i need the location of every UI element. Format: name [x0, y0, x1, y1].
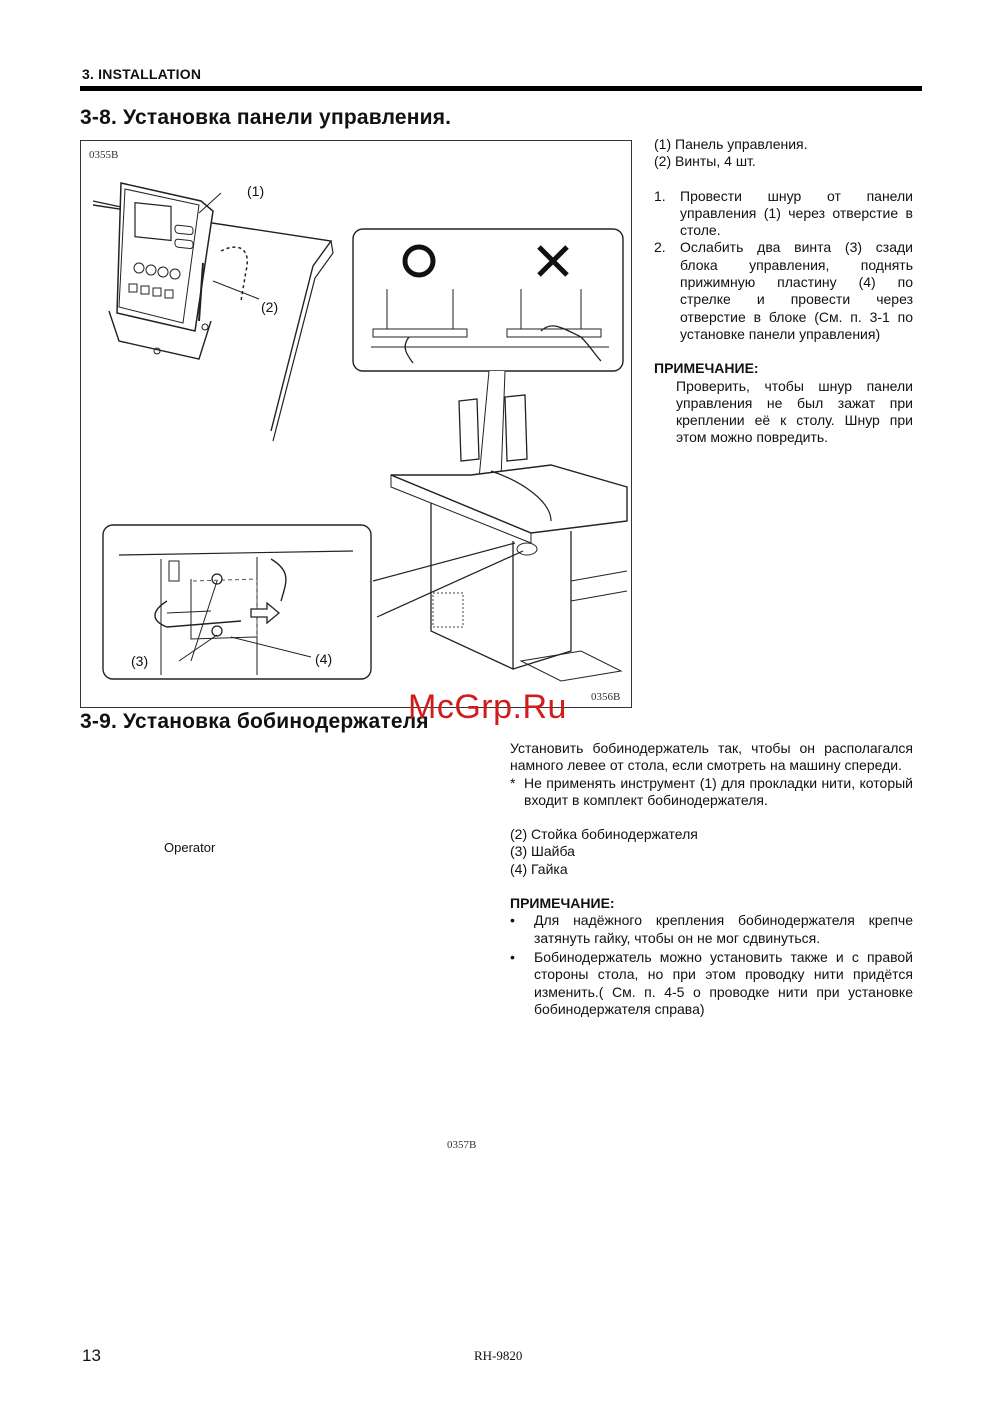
- section2-part-4: (4) Гайка: [510, 860, 568, 877]
- section-title-3-8: 3-8. Установка панели управления.: [80, 106, 452, 129]
- part-1: (1) Панель управления.: [654, 136, 808, 152]
- page-number: 13: [82, 1346, 101, 1365]
- section-header: 3. INSTALLATION: [82, 66, 202, 82]
- figure-label-operator: Operator: [164, 840, 216, 855]
- asterisk-text: Не применять инструмент (1) для прокладки нити, который входит в комплект бобинодержателя.: [524, 774, 913, 808]
- section2-part-3: (3) Шайба: [510, 843, 575, 860]
- figure-code-0357b: 0357B: [447, 1139, 477, 1151]
- callout-2: (2): [261, 299, 279, 315]
- section-title-3-9: 3-9. Установка бобинодержателя: [80, 710, 429, 733]
- section2-intro: Установить бобинодержатель так, чтобы он располагался намного левее от стола, если смотреть на машину спереди.: [510, 740, 913, 774]
- callout-4: (4): [315, 651, 333, 667]
- section2-part-2: (2) Стойка бобинодержателя: [510, 826, 698, 843]
- note-bullet-2: [510, 949, 913, 1018]
- step-2-number: 2.: [654, 239, 666, 256]
- watermark: McGrp.Ru: [408, 688, 567, 726]
- callout-3: (3): [131, 653, 149, 669]
- step-1: [654, 188, 913, 240]
- step-1-number: 1.: [654, 187, 666, 204]
- note-bullet-1: [510, 912, 913, 947]
- asterisk-mark: *: [510, 774, 516, 791]
- note-bullet-1-text: Для надёжного крепления бобинодержателя крепче затянуть гайку, чтобы он не мог сдвинуться.: [534, 912, 913, 946]
- figure-panel-installation: [80, 140, 632, 708]
- note-bullet-2-text: Бобинодержатель можно установить также и с правой стороны стола, но при этом проводку нити придётся изменить.( См. п. 4-5 о проводке нити при установке бобинодержателя справа): [534, 948, 913, 1017]
- section2-text: [510, 740, 913, 1018]
- section2-note-title: ПРИМЕЧАНИЕ:: [510, 895, 615, 912]
- part-2: (2) Винты, 4 шт.: [654, 153, 756, 170]
- section1-note-title: ПРИМЕЧАНИЕ:: [654, 360, 759, 377]
- bullet-mark-1: •: [510, 912, 515, 929]
- callout-1: (1): [247, 183, 265, 199]
- installation-illustration: [81, 141, 633, 709]
- section1-note-text: Проверить, чтобы шнур панели управления не был зажат при креплении её к столу. Шнур при этом можно повредить.: [676, 377, 913, 446]
- header-rule: [80, 86, 922, 91]
- figure-code-0355b: 0355B: [89, 149, 119, 161]
- asterisk-note: [510, 775, 913, 810]
- section1-text: [654, 136, 913, 447]
- bullet-mark-2: •: [510, 948, 515, 965]
- step-2: [654, 239, 913, 343]
- model-code: RH-9820: [474, 1348, 523, 1363]
- step-1-text: Провести шнур от панели управления (1) через отверстие в столе.: [680, 187, 913, 239]
- step-2-text: Ослабить два винта (3) сзади блока управления, поднять прижимную пластину (4) по стрелке и провести через отверстие в блоке (См. п. 3-1 по установке панели управления): [680, 239, 913, 342]
- figure-code-0356b: 0356B: [591, 691, 621, 703]
